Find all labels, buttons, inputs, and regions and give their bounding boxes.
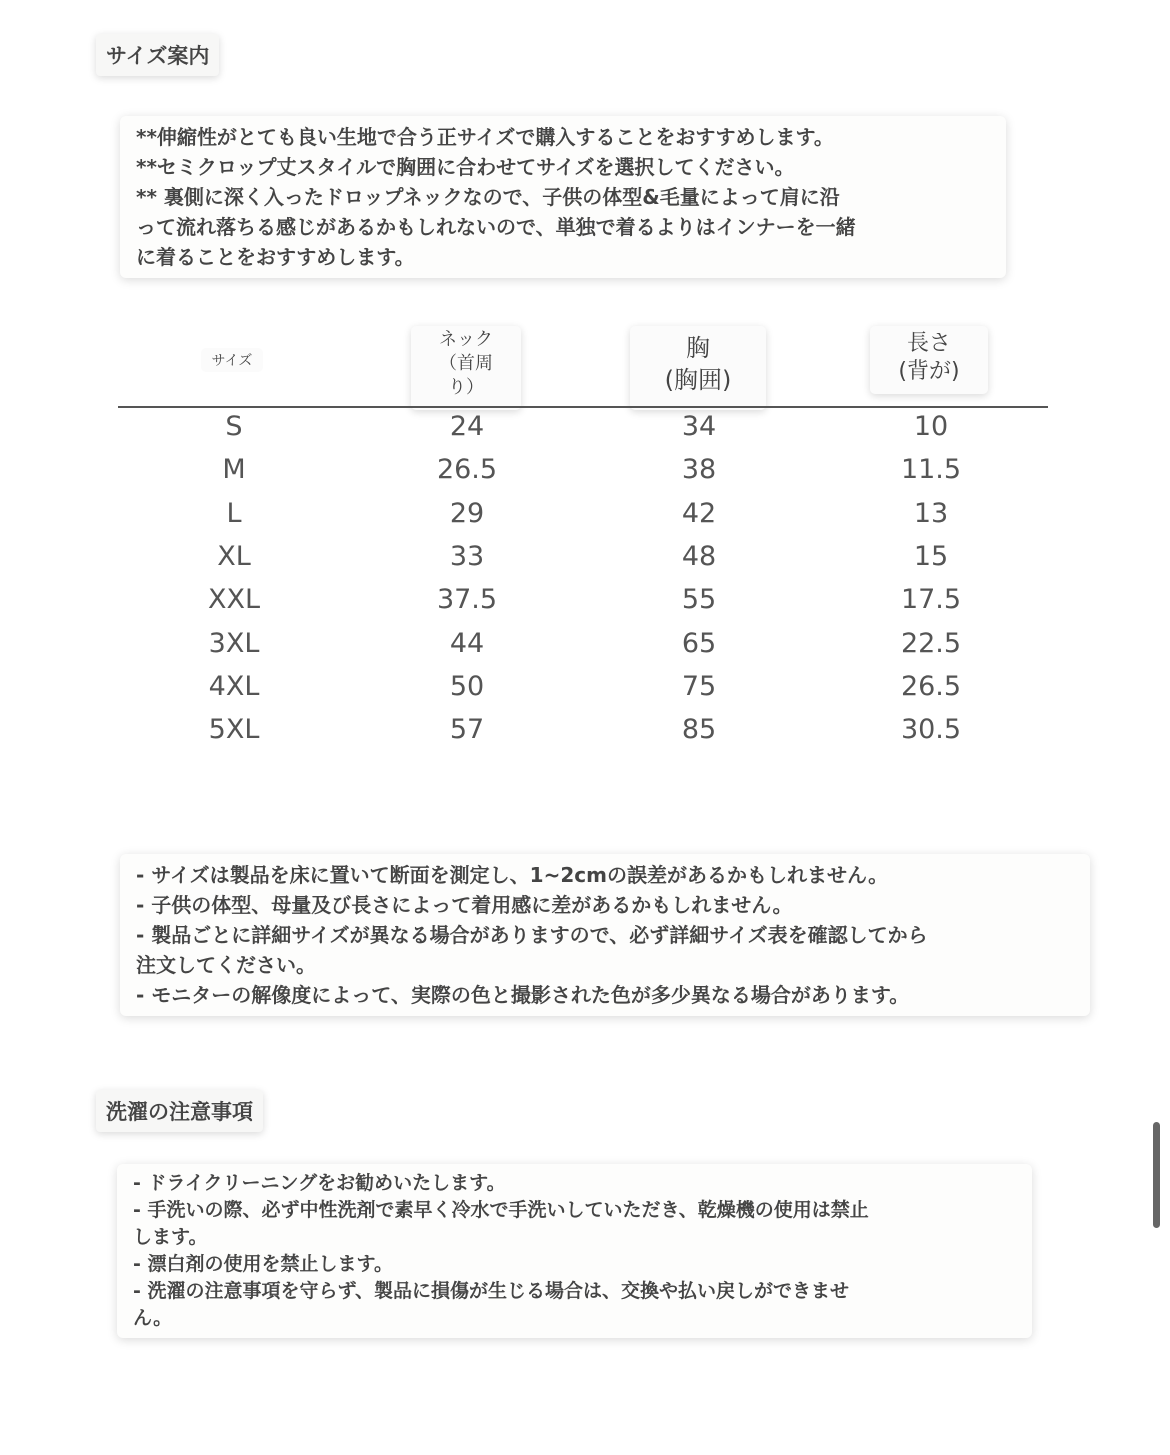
table-cell: XXL (207, 584, 261, 616)
table-cell: 37.5 (436, 584, 498, 616)
table-cell: 15 (913, 540, 949, 572)
table-row (0, 498, 1170, 541)
table-cell: 50 (449, 670, 485, 702)
table-cell: 29 (449, 497, 485, 529)
table-row (0, 671, 1170, 714)
table-cell: 30.5 (900, 714, 962, 746)
table-cell: 34 (681, 411, 717, 442)
table-cell: M (222, 454, 246, 486)
size-recommendation-note: **伸縮性がとても良い生地で合う正サイズで購入することをおすすめします。 **セミクロップ丈スタイルで胸囲に合わせてサイズを選択してください。 ** 裏側に深く入ったドロップネックなので、子供の体型&毛量によって肩に沿 って流れ落ちる感じがあるかもしれないので、単独で着るよりはインナーを一緒 に着ることをおすすめします。 (120, 116, 1006, 278)
size-disclaimer-note: - サイズは製品を床に置いて断面を測定し、1~2cmの誤差があるかもしれません。 - 子供の体型、母量及び長さによって着用感に差があるかもしれません。 - 製品ごとに詳細サイズが異なる場合がありますので、必ず詳細サイズ表を確認してから 注文してください。 - モニターの解像度によって、実際の色と撮影された色が多少異なる場合があります。 (120, 854, 1090, 1016)
table-cell: 4XL (208, 670, 260, 702)
table-row (0, 411, 1170, 454)
table-cell: 75 (681, 670, 717, 702)
header-size: サイズ (201, 348, 263, 372)
table-cell: 17.5 (900, 584, 962, 616)
table-cell: 33 (449, 540, 485, 572)
size-guide-title: サイズ案内 (96, 34, 219, 76)
table-cell: 26.5 (436, 454, 498, 486)
table-cell: 48 (681, 540, 717, 572)
table-cell: 11.5 (900, 454, 962, 486)
table-cell: 10 (913, 411, 949, 442)
table-cell: 42 (681, 497, 717, 529)
table-cell: L (226, 497, 242, 529)
table-cell: 38 (681, 454, 717, 486)
table-cell: 13 (913, 497, 949, 529)
table-cell: 24 (449, 411, 485, 442)
table-cell: 57 (449, 714, 485, 746)
table-cell: 3XL (208, 627, 260, 659)
table-row (0, 584, 1170, 627)
table-cell: 26.5 (900, 670, 962, 702)
table-row (0, 454, 1170, 497)
header-length: 長さ (背が) (870, 326, 988, 394)
table-cell: 55 (681, 584, 717, 616)
header-neck: ネック （首周 り） (411, 326, 521, 410)
table-cell: 65 (681, 627, 717, 659)
table-cell: 44 (449, 627, 485, 659)
table-cell: S (225, 411, 243, 442)
table-cell: 5XL (208, 714, 260, 746)
table-row (0, 714, 1170, 757)
washing-notes: - ドライクリーニングをお勧めいたします。 - 手洗いの際、必ず中性洗剤で素早く冷水で手洗いしていただき、乾燥機の使用は禁止 します。 - 漂白剤の使用を禁止します。 - 洗濯の注意事項を守らず、製品に損傷が生じる場合は、交換や払い戻しができませ ん。 (117, 1164, 1032, 1338)
header-chest: 胸 (胸囲) (630, 326, 766, 410)
table-divider (118, 406, 1048, 408)
scrollbar[interactable] (1153, 1122, 1160, 1228)
table-cell: 22.5 (900, 627, 962, 659)
table-cell: 85 (681, 714, 717, 746)
table-cell: XL (217, 540, 251, 572)
table-row (0, 541, 1170, 584)
washing-title: 洗濯の注意事項 (96, 1090, 263, 1132)
table-row (0, 628, 1170, 671)
